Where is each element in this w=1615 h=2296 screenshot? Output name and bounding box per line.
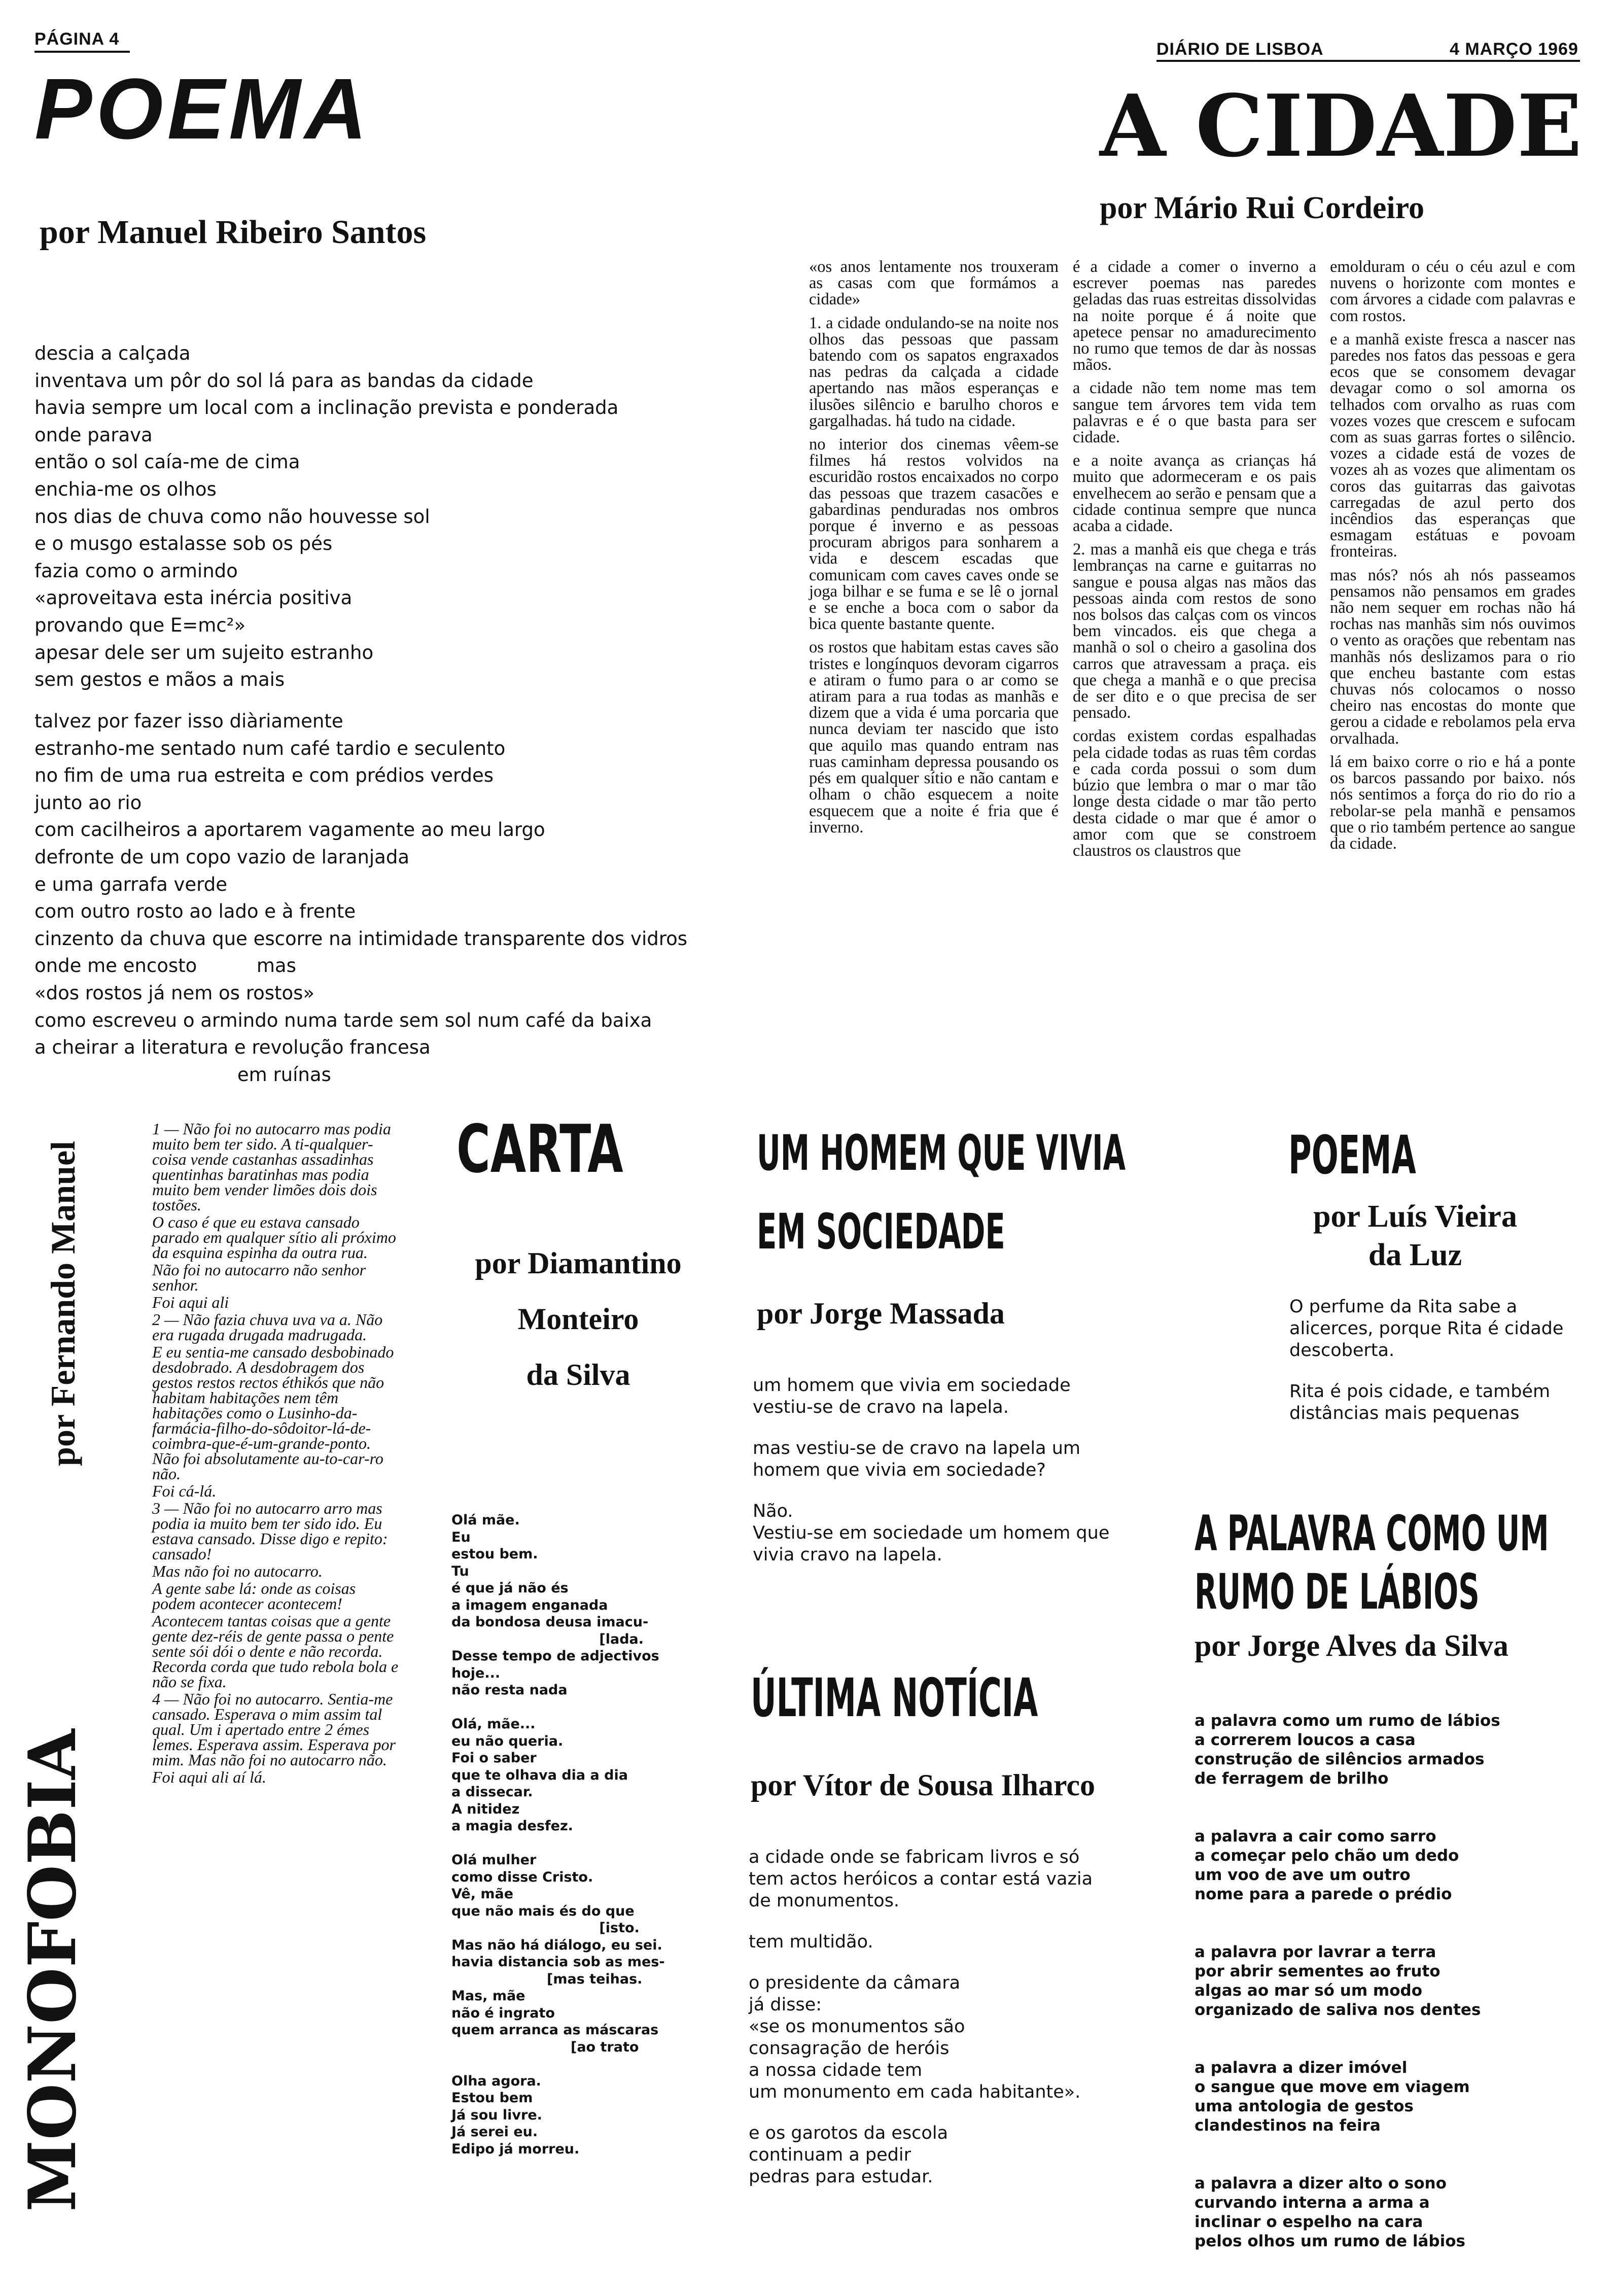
carta-title: CARTA xyxy=(457,1110,623,1188)
noticia-byline: por Vítor de Sousa Ilharco xyxy=(751,1768,1096,1802)
cidade-column-3 xyxy=(1330,259,1575,859)
cidade-byline: por Mário Rui Cordeiro xyxy=(1100,191,1425,225)
header-underline-left xyxy=(34,51,130,53)
monofobia-para: Acontecem tantas coisas que a gente gente dez-réis de gente passa o pente sente sói dói o dente e não recorda. Recorda corda que tudo rebola bola e não se fixa. xyxy=(152,1612,399,1691)
palavra-text xyxy=(1195,1692,1580,2289)
palavra-stanza: a palavra como um rumo de lábios a correrem loucos a casa construção de silêncios armados de ferragem de brilho xyxy=(1195,1712,1500,1788)
poema2-para: Rita é pois cidade, e também distâncias mais pequenas xyxy=(1289,1381,1551,1423)
cidade-col1-para: «os anos lentamente nos trouxeram as casas com que formámos a cidade» xyxy=(809,258,1059,309)
carta-byline: por Diamantino Monteiro da Silva xyxy=(475,1246,682,1391)
cidade-col2-para: é a cidade a comer o inverno a escrever poemas nas paredes geladas das ruas estreitas dissolvidas na noite porque é á noite que apetece pensar no amadurecimento no rumo que temos de dar às nossas mãos. xyxy=(1073,258,1316,374)
poema2-text xyxy=(1289,1296,1568,1444)
homem-title-line2: EM SOCIEDADE xyxy=(757,1203,1005,1260)
poema1-title: POEMA xyxy=(34,61,371,157)
palavra-stanza: a palavra a cair como sarro a começar pelo chão um dedo um voo de ave um outro nome para a parede o prédio xyxy=(1195,1827,1459,1903)
homem-title-line1: UM HOMEM QUE VIVIA xyxy=(757,1125,1126,1181)
noticia-para: o presidente da câmara já disse: «se os monumentos são consagração de heróis a nossa cidade tem um monumento em cada habitante». xyxy=(749,1973,1081,2102)
monofobia-para: Foi aqui ali xyxy=(152,1293,229,1311)
monofobia-para: A gente sabe lá: onde as coisas podem acontecer acontecem! xyxy=(152,1579,356,1613)
poema2-para: O perfume da Rita sabe a alicerces, porque Rita é cidade descoberta. xyxy=(1289,1297,1564,1361)
monofobia-byline: por Fernando Manuel xyxy=(44,1140,82,1466)
cidade-col3-para: emolduram o céu o céu azul e com nuvens o horizonte com montes e com árvores a cidade com palavras e com rostos. xyxy=(1330,258,1575,325)
homem-text xyxy=(753,1375,1128,1585)
cidade-col2-para: 2. mas a manhã eis que chega e trás lembranças na carne e guitarras no sangue e pousa algas nas mãos das pessoas ainda com restos de sono nos bolsos das calças com os vincos bem vincados. eis que chega a manhã o sol o cheiro a gasolina dos carros que atravessam a praça. eis que chega a manhã e o que precisa de ser dito e o que precisa de ser pensado. xyxy=(1073,540,1316,722)
monofobia-text xyxy=(152,1121,401,1787)
noticia-para: e os garotos da escola continuam a pedir pedras para estudar. xyxy=(749,2123,949,2187)
monofobia-title: MONOFOBIA xyxy=(15,1729,91,2212)
cidade-col1-para: no interior dos cinemas vêem-se filmes há restos volvidos na escuridão rostos encaixados no corpo das pessoas que trazem casacões e gabardinas penduradas nos ombros porque é inverno e as pessoas procuram abrigos para sonharem a vida e descem escadas que comunicam com caves caves onde se joga bilhar e se fuma e se lê o jornal e se enche a boca com o sabor da bica quente bastante quente. xyxy=(809,435,1059,634)
cidade-col2-para: a cidade não tem nome mas tem sangue tem árvores tem vida tem palavras e é o que basta para ser cidade. xyxy=(1073,379,1316,447)
monofobia-para: 3 — Não foi no autocarro arro mas podia ia muito bem ter sido ido. Eu estava cansado. Disse digo e repito: cansado! xyxy=(152,1499,388,1563)
newspaper-name: DIÁRIO DE LISBOA xyxy=(1156,40,1324,59)
cidade-col1-para: os rostos que habitam estas caves são tristes e longínquos devoram cigarros e atiram o fumo para o ar como se atiram para a rua todas as manhãs e dizem que a vida é uma porcaria que nunca deviam ter nascido que isto que aquilo mas quando entram nas ruas caminham depressa pousando os pés em qualquer sítio e não cantam e olham o chão esquecem a noite esquecem que a noite é fria que é inverno. xyxy=(809,638,1059,837)
cidade-col2-para: e a noite avança as crianças há muito que adormeceram e os pais envelhecem ao serão e pensam que a cidade continua sempre que nunca acaba a cidade. xyxy=(1073,451,1316,536)
noticia-para: a cidade onde se fabricam livros e só tem actos heróicos a contar está vazia de monumentos. xyxy=(749,1847,1093,1911)
cidade-col3-para: lá em baixo corre o rio e há a ponte os barcos passando por baixo. nós nós sentimos a força do rio do rio a rebolar-se pela manhã e pensamos que o rio também pertence ao sangue da cidade. xyxy=(1330,752,1575,853)
cidade-column-1 xyxy=(809,259,1059,843)
carta-text: Olá mãe. Eu estou bem. Tu é que já não és a imagem enganada da bondosa deusa imacu- [lada. Desse tempo de adjectivos hoje... não resta nada Olá, mãe... eu não queria. Foi o saber que te olhava dia a dia a dissecar. A nitidez a magia desfez. Olá mulher como disse Cristo. Vê, mãe que não mais és do que [isto. Mas não há diálogo, eu sei. havia distancia sob as mes- [mas teihas. Mas, mãe não é ingrato quem arranca as máscaras [ao trato Olha agora. Estou bem Já sou livre. Já serei eu. Edipo já morreu. xyxy=(451,1512,665,2157)
homem-byline: por Jorge Massada xyxy=(757,1297,1005,1330)
cidade-col1-para: 1. a cidade ondulando-se na noite nos olhos das pessoas que passam batendo com os sapatos engraxados nas pedras da calçada a cidade apertando nas mãos esperanças e ilusões silêncio e barulho choros e gargalhadas. há tudo na cidade. xyxy=(809,314,1059,430)
monofobia-para: 2 — Não fazia chuva uva va a. Não era rugada drugada madrugada. xyxy=(152,1310,383,1344)
monofobia-para: 4 — Não foi no autocarro. Sentia-me cansado. Esperava o mim assim tal qual. Um i apertado entre 2 émes lemes. Esperava assim. Esperava por mim. Mas não foi no autocarro não. xyxy=(152,1690,396,1769)
cidade-title: A CIDADE xyxy=(1100,76,1582,176)
poema2-title: POEMA xyxy=(1288,1124,1416,1186)
palavra-stanza: a palavra por lavrar a terra por abrir sementes ao fruto algas ao mar só um modo organizado de saliva nos dentes xyxy=(1195,1943,1481,2019)
poema2-byline: por Luís Vieira da Luz xyxy=(1313,1199,1517,1272)
monofobia-para: Não foi no autocarro não senhor senhor. xyxy=(152,1261,366,1294)
cidade-col3-para: mas nós? nós ah nós passeamos pensamos não pensamos em grades não nem sequer em rochas não há rochas nas manhãs sim nós ouvimos o vento as orações que rebentam nas manhãs nós deslizamos para o rio que encheu bastante com estas chuvas nós colocamos o nosso cheiro nas encostas do monte que gerou a cidade e rebolamos pela erva orvalhada. xyxy=(1330,566,1575,748)
noticia-text xyxy=(749,1847,1124,2207)
palavra-stanza: a palavra a dizer alto o sono curvando interna a arma a inclinar o espelho na cara pelos olhos um rumo de lábios xyxy=(1195,2174,1465,2250)
palavra-byline: por Jorge Alves da Silva xyxy=(1195,1629,1508,1662)
palavra-title-line1: A PALAVRA COMO UM xyxy=(1195,1505,1549,1562)
poema1-stanza2: talvez por fazer isso diàriamente estranho-me sentado num café tardio e seculento no fim de uma rua estreita e com prédios verdes junto ao rio com cacilheiros a aportarem vagamente ao meu largo defronte de um copo vazio de laranjada e uma garrafa verde com outro rosto ao lado e à frente cinzento da chuva que escorre na intimidade transparente dos vidros onde me encosto mas «dos rostos já nem os rostos» como escreveu o armindo numa tarde sem sol num café da baixa a cheirar a literatura e revolução francesa em ruínas xyxy=(34,710,688,1086)
noticia-para: tem multidão. xyxy=(749,1932,873,1952)
monofobia-para: Foi cá-lá. xyxy=(152,1482,217,1500)
issue-date: 4 MARÇO 1969 xyxy=(1450,40,1578,59)
homem-para: Não. Vestiu-se em sociedade um homem que vivia cravo na lapela. xyxy=(753,1501,1110,1565)
cidade-col2-para: cordas existem cordas espalhadas pela cidade todas as ruas têm cordas e cada corda possui o som dum búzio que lembra o mar o mar tão longe desta cidade o mar tão perto desta cidade o mar que é amor o amor com que se constroem claustros os claustros que xyxy=(1073,727,1316,860)
palavra-title-line2: RUMO DE LÁBIOS xyxy=(1195,1563,1480,1620)
cidade-col3-para: e a manhã existe fresca a nascer nas paredes nos fatos das pessoas e gera ecos que se consomem devagar devagar como o sol amorna os telhados com orvalho as ruas com vozes vozes que crescem e sufocam com as suas garras fortes o silêncio. vozes a cidade está de vozes de vozes ah as vozes que alimentam os coros das guitarras das gaivotas carregadas de azul perto dos incêndios das esperanças que esmagam estátuas e povoam fronteiras. xyxy=(1330,330,1575,561)
monofobia-para: Foi aqui ali aí lá. xyxy=(152,1768,266,1786)
poema1-byline: por Manuel Ribeiro Santos xyxy=(40,214,427,251)
homem-para: um homem que vivia em sociedade vestiu-se de cravo na lapela. xyxy=(753,1375,1071,1417)
poema1-stanza1: descia a calçada inventava um pôr do sol lá para as bandas da cidade havia sempre um local com a inclinação prevista e ponderada onde parava então o sol caía-me de cima enchia-me os olhos nos dias de chuva como não houvesse sol e o musgo estalasse sob os pés fazia como o armindo «aproveitava esta inércia positiva provando que E=mc²» apesar dele ser um sujeito estranho sem gestos e mãos a mais xyxy=(34,342,619,691)
header-underline-right xyxy=(1156,60,1580,62)
monofobia-para: Mas não foi no autocarro. xyxy=(152,1562,323,1580)
noticia-title: ÚLTIMA NOTÍCIA xyxy=(751,1667,1038,1729)
monofobia-para: 1 — Não foi no autocarro mas podia muito bem ter sido. A ti-qualquer-coisa vende castanhas assadinhas quentinhas baratinhas mas podia muito bem vender limões dois dois tostões. xyxy=(152,1120,391,1214)
monofobia-para: O caso é que eu estava cansado parado em qualquer sítio ali próximo da esquina espinha da outra rua. xyxy=(152,1213,396,1262)
page-number: PÁGINA 4 xyxy=(34,29,120,49)
monofobia-para: E eu sentia-me cansado desbobinado desdobrado. A desdobragem dos gestos restos rectos éthikós que não habitam habitações nem têm habitações como o Lusinho-da-farmácia-filho-do-sôdoitor-lá-de-coimbra-que-é-um-grande-ponto. Não foi absolutamente au-to-car-ro não. xyxy=(152,1343,394,1483)
palavra-stanza: a palavra a dizer imóvel o sangue que move em viagem uma antologia de gestos clandestinos na feira xyxy=(1195,2059,1470,2135)
cidade-column-2 xyxy=(1073,259,1316,866)
homem-para: mas vestiu-se de cravo na lapela um homem que vivia em sociedade? xyxy=(753,1438,1080,1480)
